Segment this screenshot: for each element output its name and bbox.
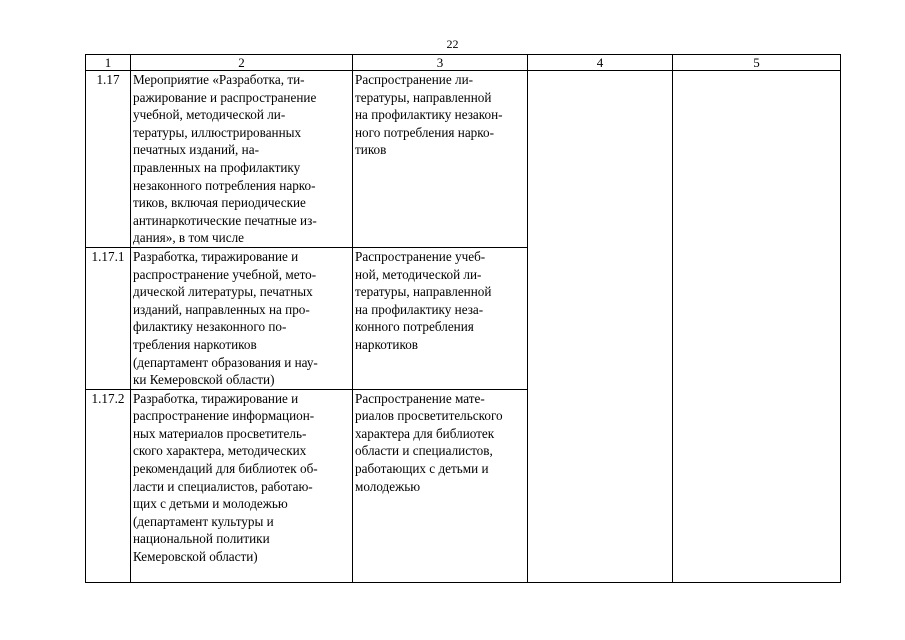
event-cell: Разработка, тиражирование и распространение учебной, мето- дической литературы, печатных изданий, направленных на про- филактику незаконного по- требления наркотиков (департамент образования и нау- ки Кемеровской области) — [131, 247, 353, 389]
page-number: 22 — [446, 37, 459, 51]
event-cell: Разработка, тиражирование и распространение информацион- ных материалов просветитель- ского характера, методических рекомендаций для библиотек об- ласти и специалистов, работаю- щих с детьми и молодежью (департамент культуры и национальной политики Кемеровской области) — [131, 389, 353, 582]
result-cell: Распространение учеб- ной, методической ли- тературы, направленной на профилактику неза- конного потребления наркотиков — [353, 247, 528, 389]
measures-table — [85, 54, 841, 583]
event-cell: Мероприятие «Разработка, ти- ражирование и распространение учебной, методической ли- тературы, иллюстрированных печатных изданий, на- правленных на профилактику незаконного потребления нарко- тиков, включая периодические антинаркотические печатные из- дания», в том числе — [131, 71, 353, 248]
row-number: 1.17.1 — [86, 247, 131, 389]
row-number: 1.17 — [86, 71, 131, 248]
column-header: 3 — [353, 55, 528, 71]
row-number: 1.17.2 — [86, 389, 131, 582]
result-cell: Распространение ли- тературы, направленной на профилактику незакон- ного потребления нарко- тиков — [353, 71, 528, 248]
table-header-row — [86, 55, 841, 71]
result-cell: Распространение мате- риалов просветительского характера для библиотек области и специалистов, работающих с детьми и молодежью — [353, 389, 528, 582]
column-header: 2 — [131, 55, 353, 71]
column-header: 5 — [673, 55, 841, 71]
column-header: 1 — [86, 55, 131, 71]
table-row — [86, 71, 841, 248]
column-4-cell — [528, 71, 673, 583]
column-5-cell — [673, 71, 841, 583]
column-header: 4 — [528, 55, 673, 71]
